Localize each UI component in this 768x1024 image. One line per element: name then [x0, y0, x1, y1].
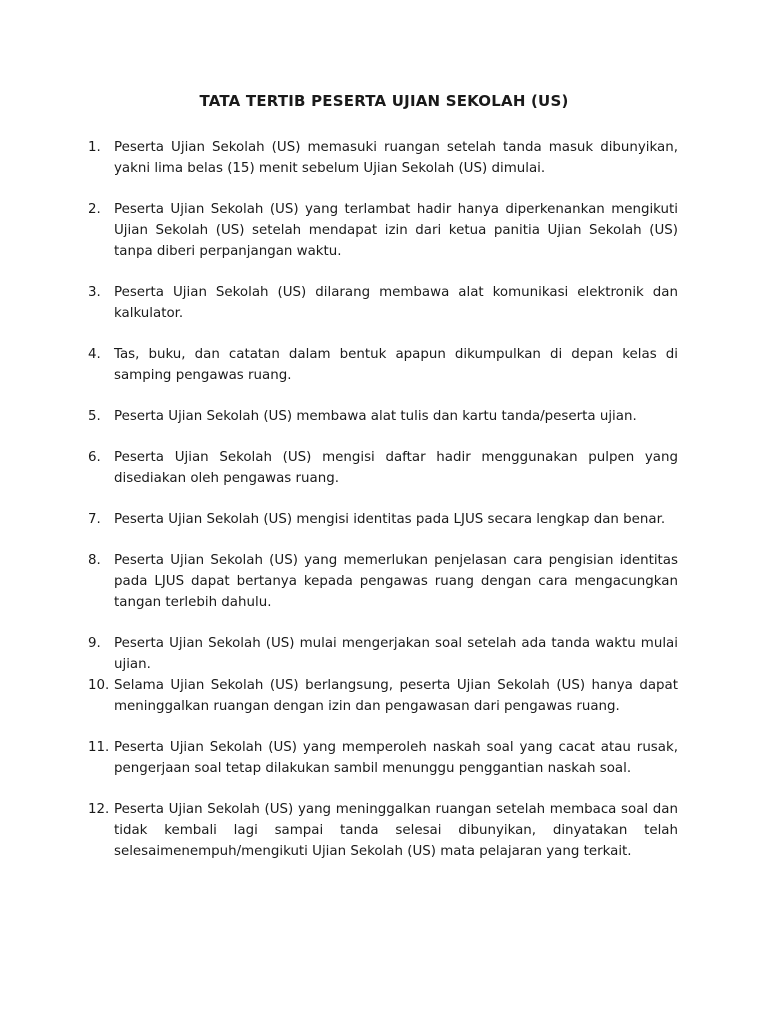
rules-list	[88, 137, 678, 862]
rule-text: Peserta Ujian Sekolah (US) yang memerlukan penjelasan cara pengisian identitas pada LJUS dapat bertanya kepada pengawas ruang dengan cara mengacungkan tangan terlebih dahulu.	[114, 553, 678, 610]
rule-item-9	[88, 633, 678, 675]
rule-text: Peserta Ujian Sekolah (US) mengisi identitas pada LJUS secara lengkap dan benar.	[114, 512, 666, 527]
rule-number: 8.	[88, 553, 101, 568]
rule-item-8	[88, 550, 678, 613]
rule-item-7	[88, 509, 678, 530]
rule-text: Peserta Ujian Sekolah (US) memasuki ruangan setelah tanda masuk dibunyikan, yakni lima belas (15) menit sebelum Ujian Sekolah (US) dimulai.	[114, 140, 678, 176]
rule-item-11	[88, 737, 678, 779]
rule-number: 9.	[88, 636, 101, 651]
rule-text: Peserta Ujian Sekolah (US) yang terlambat hadir hanya diperkenankan mengikuti Ujian Sekolah (US) setelah mendapat izin dari ketua panitia Ujian Sekolah (US) tanpa diberi perpanjangan waktu.	[114, 202, 678, 259]
rule-item-2	[88, 199, 678, 262]
rule-number: 11.	[88, 740, 110, 755]
rule-item-6	[88, 447, 678, 489]
rule-text: Peserta Ujian Sekolah (US) membawa alat tulis dan kartu tanda/peserta ujian.	[114, 409, 637, 424]
rule-item-1	[88, 137, 678, 179]
rule-text: Peserta Ujian Sekolah (US) mulai mengerjakan soal setelah ada tanda waktu mulai ujian.	[114, 636, 678, 672]
rule-text: Peserta Ujian Sekolah (US) yang memperoleh naskah soal yang cacat atau rusak, pengerjaan soal tetap dilakukan sambil menunggu penggantian naskah soal.	[114, 740, 678, 776]
rule-number: 5.	[88, 409, 101, 424]
rule-item-4	[88, 344, 678, 386]
rule-number: 10.	[88, 678, 110, 693]
rule-item-12	[88, 799, 678, 862]
rule-number: 12.	[88, 802, 110, 817]
rule-number: 4.	[88, 347, 101, 362]
rule-item-3	[88, 282, 678, 324]
rule-item-5	[88, 406, 678, 427]
document-title: TATA TERTIB PESERTA UJIAN SEKOLAH (US)	[199, 92, 569, 110]
rule-item-10	[88, 675, 678, 717]
rule-text: Peserta Ujian Sekolah (US) yang meninggalkan ruangan setelah membaca soal dan tidak kembali lagi sampai tanda selesai dibunyikan, dinyatakan telah selesaimenempuh/mengikuti Ujian Sekolah (US) mata pelajaran yang terkait.	[114, 802, 678, 859]
rule-number: 7.	[88, 512, 101, 527]
rule-text: Peserta Ujian Sekolah (US) dilarang membawa alat komunikasi elektronik dan kalkulator.	[114, 285, 678, 321]
rule-text: Tas, buku, dan catatan dalam bentuk apapun dikumpulkan di depan kelas di samping pengawas ruang.	[114, 347, 678, 383]
rule-number: 3.	[88, 285, 101, 300]
rule-number: 6.	[88, 450, 101, 465]
rule-text: Peserta Ujian Sekolah (US) mengisi daftar hadir menggunakan pulpen yang disediakan oleh pengawas ruang.	[114, 450, 678, 486]
rule-text: Selama Ujian Sekolah (US) berlangsung, peserta Ujian Sekolah (US) hanya dapat meninggalkan ruangan dengan izin dan pengawasan dari pengawas ruang.	[114, 678, 678, 714]
rule-number: 1.	[88, 140, 101, 155]
rule-number: 2.	[88, 202, 101, 217]
